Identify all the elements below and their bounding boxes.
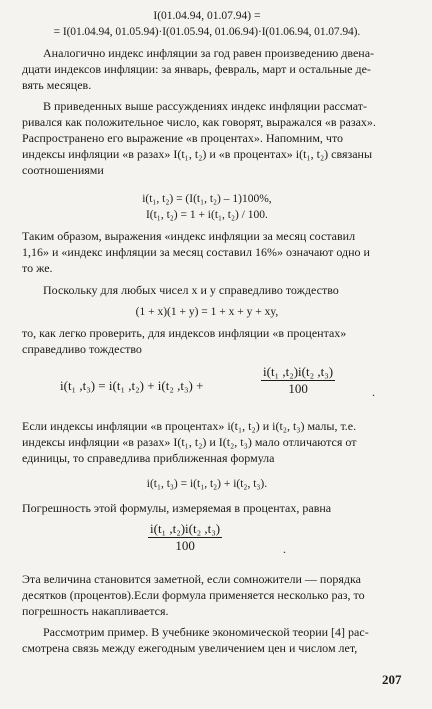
paragraph-9-line-2: смотрена связь между ежегодным увеличением цен и числом лет, <box>22 641 358 655</box>
paragraph-2-line-2: ривался как положительное число, как говорят, выражался «в разах». <box>22 115 376 129</box>
formula-5: i(t₁, t₃) = i(t₁, t₂) + i(t₂, t₃). <box>146 476 268 490</box>
paragraph-1-line-2: дцати индексов инфляции: за январь, февраль, март и остальные де- <box>22 62 371 76</box>
paragraph-8-line-2: десятков (процентов).Если формула применяется несколько раз, то <box>22 588 365 602</box>
formula-4-trail: . <box>372 385 375 399</box>
paragraph-4-line-1: Поскольку для любых чисел x и y справедливо тождество <box>43 283 339 297</box>
paragraph-1-line-3: вять месяцев. <box>22 78 92 92</box>
paragraph-7-line-1: Погрешность этой формулы, измеряемая в процентах, равна <box>22 501 332 515</box>
formula-6-denominator: 100 <box>175 538 195 553</box>
paragraph-8-line-3: погрешность накапливается. <box>22 604 169 618</box>
paragraph-3-line-2: 1,16» и «индекс инфляции за месяц составил 16%» означают одно и <box>22 245 370 259</box>
formula-4-fraction <box>261 365 335 396</box>
formula-3: (1 + x)(1 + y) = 1 + x + y + xy, <box>135 304 279 318</box>
formula-4-lhs: i(t₁ ,t₃) = i(t₁ ,t₂) + i(t₂ ,t₃) + <box>60 378 204 393</box>
formula-6-numerator: i(t₁ ,t₂)i(t₂ ,t₃) <box>150 521 221 536</box>
paragraph-6-line-2: индексы инфляции «в разах» I(t₁, t₂) и I(t₂, t₃) мало отличаются от <box>22 435 357 449</box>
formula-2-line-1: i(t₁, t₂) = (I(t₁, t₂) – 1)100%, <box>142 191 272 205</box>
paragraph-8-line-1: Эта величина становится заметной, если сомножители — порядка <box>22 572 361 586</box>
paragraph-1-line-1: Аналогично индекс инфляции за год равен произведению двена- <box>43 46 375 60</box>
paragraph-2-line-1: В приведенных выше рассуждениях индекс инфляции рассмат- <box>43 99 367 113</box>
paragraph-6-line-3: единицы, то справедлива приближенная формула <box>22 451 275 465</box>
formula-4-numerator: i(t₁ ,t₂)i(t₂ ,t₃) <box>263 364 334 379</box>
formula-2-line-2: I(t₁, t₂) = 1 + i(t₁, t₂) / 100. <box>145 207 268 221</box>
formula-6-trail: . <box>283 542 286 556</box>
paragraph-5-line-2: справедливо тождество <box>22 342 142 356</box>
formula-6-fraction <box>148 522 222 553</box>
paragraph-3-line-3: то же. <box>22 261 53 275</box>
paragraph-2-line-4: индексы инфляции «в разах» I(t₁, t₂) и «в процентах» i(t₁, t₂) связаны <box>22 147 373 161</box>
formula-4-denominator: 100 <box>288 381 308 396</box>
paragraph-3-line-1: Таким образом, выражения «индекс инфляции за месяц составил <box>22 229 356 243</box>
formula-1-line-1: I(01.04.94, 01.07.94) = <box>153 8 261 22</box>
paragraph-9-line-1: Рассмотрим пример. В учебнике экономической теории [4] рас- <box>43 625 369 639</box>
formula-1-line-2: = I(01.04.94, 01.05.94)·I(01.05.94, 01.06.94)·I(01.06.94, 01.07.94). <box>53 24 361 38</box>
paragraph-6-line-1: Если индексы инфляции «в процентах» i(t₁, t₂) и i(t₂, t₃) малы, т.е. <box>22 419 357 433</box>
paragraph-2-line-3: Распространено его выражение «в процентах». Напомним, что <box>22 131 344 145</box>
paragraph-5-line-1: то, как легко проверить, для индексов инфляции «в процентах» <box>22 326 347 340</box>
paragraph-2-line-5: соотношениями <box>22 163 104 177</box>
page-number: 207 <box>382 672 402 687</box>
